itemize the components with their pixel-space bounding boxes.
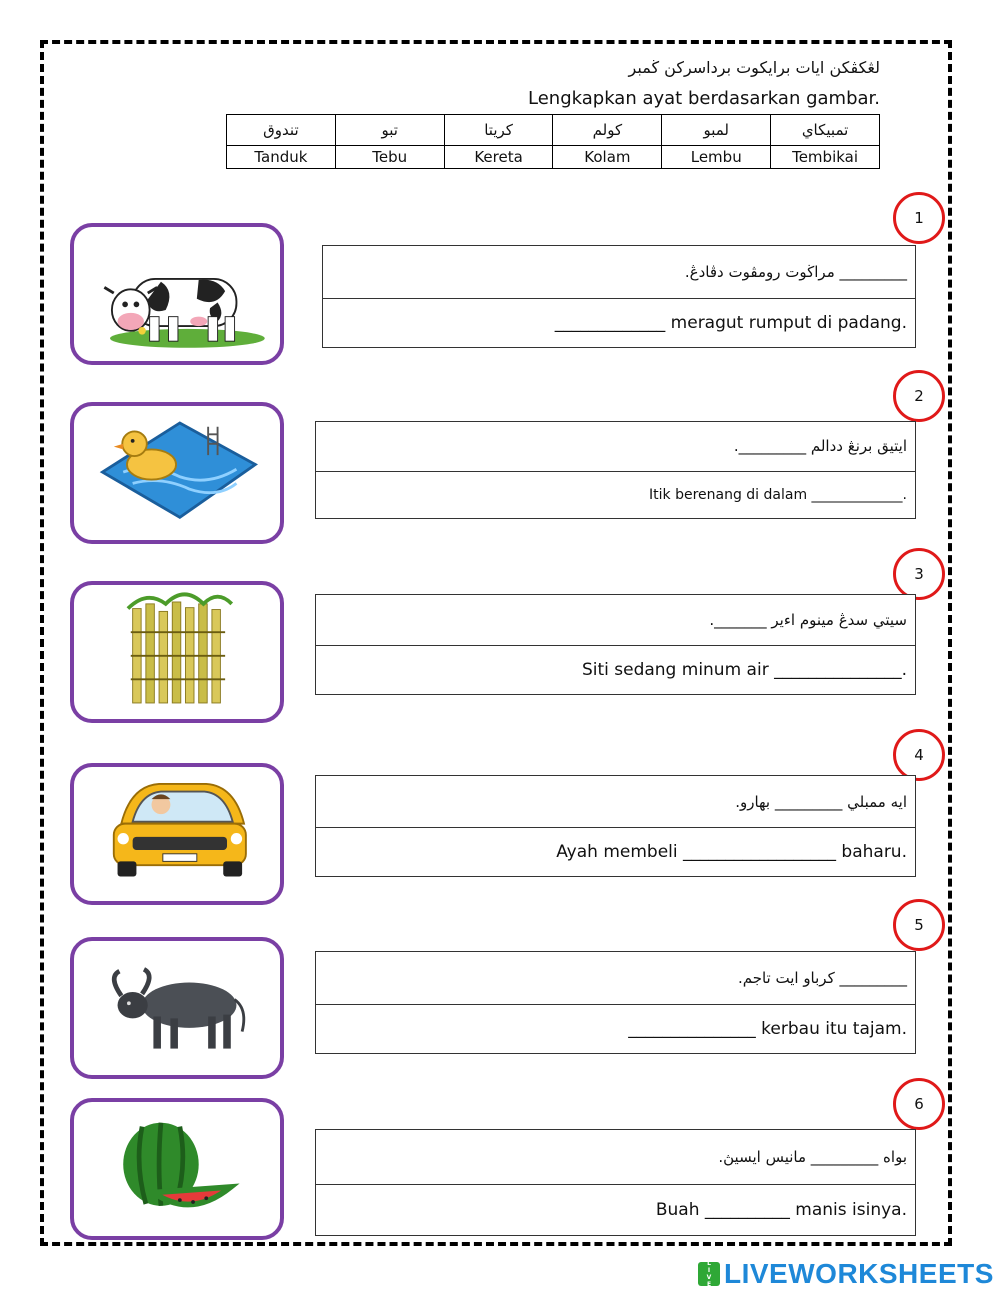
sugarcane-picture: [70, 581, 284, 723]
word-bank-cell: تبو: [335, 115, 444, 146]
cow-icon: [74, 227, 280, 361]
question-3-box: [315, 594, 916, 695]
word-bank-cell: لمبو: [662, 115, 771, 146]
question-3-jawi[interactable]: سيتي سدڠ مينوم اءير _______.: [316, 595, 915, 646]
word-bank-cell: کولم: [553, 115, 662, 146]
buffalo-icon: [74, 941, 280, 1075]
question-1-box: [322, 245, 916, 348]
live-badge-icon: [698, 1262, 720, 1286]
instruction-jawi: لڠكڤكن ايات برايكوت برداسرکن ڬمبر: [628, 58, 880, 77]
question-number-badge: 6: [893, 1078, 945, 1130]
instruction-rumi: Lengkapkan ayat berdasarkan gambar.: [528, 88, 880, 109]
sugarcane-icon: [74, 585, 280, 719]
word-bank-cell: Tembikai: [771, 146, 880, 169]
cow-picture: [70, 223, 284, 365]
buffalo-picture: [70, 937, 284, 1079]
question-number-badge: 5: [893, 899, 945, 951]
liveworksheets-logo[interactable]: [698, 1258, 994, 1290]
question-2-rumi[interactable]: Itik berenang di dalam _____________.: [649, 486, 907, 503]
word-bank-cell: تمبيکاي: [771, 115, 880, 146]
question-6-jawi[interactable]: بواه _________ مانيس ايسيڽ.: [316, 1130, 915, 1185]
question-2-jawi[interactable]: ايتيق برنڠ ددالم _________.: [316, 422, 915, 472]
word-bank-cell: Lembu: [662, 146, 771, 169]
question-6-rumi[interactable]: Buah __________ manis isinya.: [655, 1199, 907, 1220]
badge-letter: V: [706, 1274, 712, 1281]
question-number-badge: 3: [893, 548, 945, 600]
question-4-rumi[interactable]: Ayah membeli __________________ baharu.: [556, 842, 907, 862]
word-bank-cell: تندوق: [227, 115, 336, 146]
pool-duck-icon: [74, 406, 280, 540]
car-picture: [70, 763, 284, 905]
question-4-box: [315, 775, 916, 877]
question-5-rumi[interactable]: _______________ kerbau itu tajam.: [628, 1018, 907, 1039]
pool-picture: [70, 402, 284, 544]
word-bank-jawi-row: [227, 115, 880, 146]
word-bank-rumi-row: [227, 146, 880, 169]
car-icon: [74, 767, 280, 901]
badge-letter: L: [707, 1260, 711, 1267]
question-3-rumi[interactable]: Siti sedang minum air _______________.: [581, 660, 907, 681]
word-bank-cell: Tanduk: [227, 146, 336, 169]
word-bank-cell: Tebu: [335, 146, 444, 169]
question-number-badge: 4: [893, 729, 945, 781]
word-bank-table: [226, 114, 880, 169]
question-5-jawi[interactable]: _________ کرباو ايت تاجم.: [316, 952, 915, 1005]
logo-text: LIVEWORKSHEETS: [724, 1258, 994, 1289]
question-1-jawi[interactable]: _________ مراڬوت رومڤوت دڤادڠ.: [323, 246, 915, 299]
question-number-badge: 2: [893, 370, 945, 422]
question-1-rumi[interactable]: _____________ meragut rumput di padang.: [554, 312, 907, 333]
watermelon-picture: [70, 1098, 284, 1240]
question-5-box: [315, 951, 916, 1054]
word-bank-cell: کريتا: [444, 115, 553, 146]
word-bank-cell: Kolam: [553, 146, 662, 169]
badge-letter: E: [706, 1281, 712, 1288]
watermelon-icon: [74, 1102, 280, 1236]
question-2-box: [315, 421, 916, 519]
question-4-jawi[interactable]: ايه ممبلي _________ بهارو.: [316, 776, 915, 828]
question-6-box: [315, 1129, 916, 1236]
question-number-badge: 1: [893, 192, 945, 244]
badge-letter: I: [707, 1267, 711, 1274]
word-bank-cell: Kereta: [444, 146, 553, 169]
